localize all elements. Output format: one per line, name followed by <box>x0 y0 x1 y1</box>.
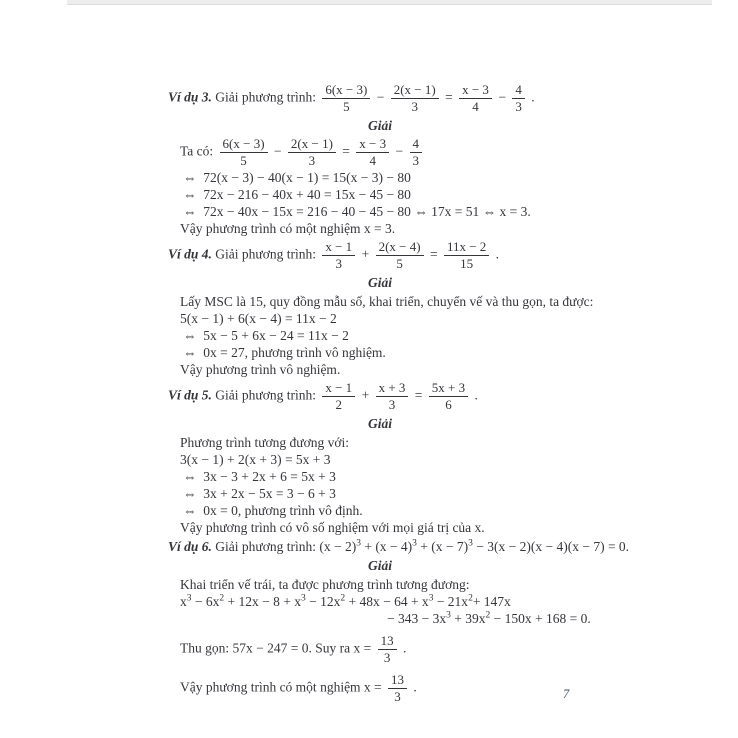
superscript: 2 <box>485 610 491 621</box>
fraction <box>220 137 268 168</box>
fraction-denominator: 3 <box>412 153 420 168</box>
fraction-denominator: 2 <box>335 397 343 412</box>
fraction-numerator: 6(x − 3) <box>220 137 268 153</box>
page-number: 7 <box>563 687 570 701</box>
text-run: − <box>270 143 285 159</box>
text-run: ⇔ 0x = 0, phương trình vô định. <box>183 503 363 518</box>
fraction-numerator: 2(x − 4) <box>376 240 424 256</box>
fraction-denominator: 3 <box>308 153 316 168</box>
equation-step <box>183 468 617 485</box>
text-run: Giải <box>367 558 392 573</box>
fraction-denominator: 3 <box>388 397 396 412</box>
fraction-denominator: 4 <box>472 99 479 114</box>
text-run: ⇔ 3x − 3 + 2x + 6 = 5x + 3 <box>183 469 336 484</box>
solution-heading <box>143 274 617 291</box>
fraction <box>429 381 468 412</box>
text-run: Giải phương trình: <box>211 387 320 403</box>
text-run: Ví dụ 5. <box>168 387 212 403</box>
text-run: = <box>441 89 457 105</box>
fraction <box>322 240 355 271</box>
text-run: Ta có: <box>180 143 217 159</box>
text-run: ⇔ 5x − 5 + 6x − 24 = 11x − 2 <box>183 328 349 343</box>
text-line <box>180 576 617 593</box>
fraction-numerator: x − 3 <box>356 137 389 153</box>
text-run: Giải <box>367 118 392 133</box>
superscript: 3 <box>412 538 417 549</box>
fraction-denominator: 5 <box>396 256 403 271</box>
example-line <box>168 239 617 272</box>
page-top-edge <box>67 0 712 5</box>
example-line <box>168 538 630 555</box>
text-line <box>180 220 617 237</box>
fraction-numerator: x + 3 <box>376 381 409 397</box>
text-run: ⇔ 0x = 27, phương trình vô nghiệm. <box>183 345 386 360</box>
text-run: 3(x − 1) + 2(x + 3) = 5x + 3 <box>180 452 331 467</box>
text-run: = <box>411 387 426 403</box>
text-line <box>180 136 617 169</box>
equation-step <box>183 485 617 502</box>
equation-step <box>183 502 617 519</box>
text-run: + 48x − 64 + x <box>345 594 429 609</box>
text-run: ⇔ 72x − 40x − 15x = 216 − 40 − 45 − 80 ⇔ 17x = 51 ⇔ x = 3. <box>183 204 531 219</box>
fraction-numerator: x − 1 <box>322 240 355 256</box>
superscript: 3 <box>468 538 473 549</box>
text-run: 5(x − 1) + 6(x − 4) = 11x − 2 <box>180 311 337 326</box>
text-run: − <box>373 89 388 105</box>
fraction-numerator: 4 <box>410 137 423 153</box>
text-line <box>180 310 617 327</box>
fraction <box>288 137 336 168</box>
example-line <box>168 380 617 413</box>
text-run: Giải phương trình: (x − 2) <box>211 539 357 554</box>
fraction-denominator: 5 <box>240 153 247 168</box>
fraction-denominator: 3 <box>515 99 522 114</box>
text-run: − <box>392 143 407 159</box>
equation-step <box>183 327 617 344</box>
text-run: = <box>338 143 354 159</box>
text-run: Vậy phương trình có vô số nghiệm với mọi giá trị của x. <box>180 520 485 535</box>
fraction-numerator: 6(x − 3) <box>322 83 370 99</box>
fraction <box>410 137 423 168</box>
fraction <box>388 673 407 704</box>
text-run: + <box>358 387 373 403</box>
superscript: 2 <box>468 593 473 604</box>
text-line <box>180 593 617 610</box>
fraction <box>322 381 355 412</box>
equation-step <box>183 169 617 186</box>
text-line <box>180 293 617 310</box>
text-run: + 39x <box>450 611 486 626</box>
fraction-denominator: 3 <box>411 99 418 114</box>
text-line <box>180 672 617 705</box>
solution-heading <box>143 415 617 432</box>
text-run: Ví dụ 6. <box>168 539 212 554</box>
text-run: Ví dụ 3. <box>168 89 212 105</box>
text-run: Giải <box>367 416 392 431</box>
text-run: . <box>399 640 407 656</box>
fraction <box>444 240 489 271</box>
text-run: + 12x − 8 + x <box>224 594 301 609</box>
fraction-numerator: 4 <box>512 83 525 99</box>
equation-step <box>183 203 617 220</box>
text-run: + <box>358 246 373 262</box>
superscript: 3 <box>356 538 361 549</box>
fraction-numerator: 2(x − 1) <box>288 137 336 153</box>
text-run: + 147x <box>472 594 511 609</box>
fraction <box>391 83 439 114</box>
document-body <box>143 80 630 705</box>
text-run: − 343 − 3x <box>387 611 447 626</box>
fraction-numerator: 5x + 3 <box>429 381 468 397</box>
text-run: − 21x <box>433 594 469 609</box>
fraction-denominator: 3 <box>335 256 343 271</box>
text-run: Giải phương trình: <box>211 89 320 105</box>
text-run: ⇔ 3x + 2x − 5x = 3 − 6 + 3 <box>183 486 336 501</box>
text-run: Thu gọn: 57x − 247 = 0. Suy ra x = <box>180 640 375 656</box>
fraction <box>376 240 424 271</box>
superscript: 2 <box>340 593 346 604</box>
text-run: − <box>494 89 510 105</box>
fraction-denominator: 3 <box>383 650 391 665</box>
text-run: x <box>180 594 187 609</box>
equation-step <box>183 186 617 203</box>
superscript: 3 <box>300 593 306 604</box>
fraction-numerator: 11x − 2 <box>444 240 489 256</box>
fraction <box>322 83 370 114</box>
text-run: Vậy phương trình có một nghiệm x = <box>180 679 386 695</box>
text-line <box>180 451 617 468</box>
text-run: + (x − 4) <box>360 539 413 554</box>
text-run: − 6x <box>191 594 220 609</box>
fraction-numerator: x − 3 <box>459 83 492 99</box>
fraction-denominator: 3 <box>394 689 401 704</box>
text-run: Vậy phương trình có một nghiệm x = 3. <box>180 221 396 236</box>
text-run: − 150x + 168 = 0. <box>490 611 591 626</box>
text-line <box>180 633 617 666</box>
fraction-numerator: 13 <box>388 673 407 689</box>
text-line <box>180 519 617 536</box>
fraction-numerator: x − 1 <box>322 381 355 397</box>
text-run: . <box>471 387 478 403</box>
superscript: 3 <box>186 593 192 604</box>
fraction-denominator: 15 <box>460 256 474 271</box>
fraction-denominator: 6 <box>445 397 452 412</box>
text-line <box>180 361 617 378</box>
fraction-numerator: 2(x − 1) <box>391 83 439 99</box>
text-run: Ví dụ 4. <box>168 246 212 262</box>
text-run: ⇔ 72x − 216 − 40x + 40 = 15x − 45 − 80 <box>183 187 411 202</box>
text-run: Lấy MSC là 15, quy đồng mẫu số, khai triển, chuyển vế và thu gọn, ta được: <box>180 294 594 309</box>
fraction <box>378 634 397 665</box>
fraction <box>459 83 492 114</box>
text-run: = <box>426 246 441 262</box>
example-line <box>168 82 617 115</box>
text-run: − 3(x − 2)(x − 4)(x − 7) = 0. <box>472 539 630 554</box>
fraction-denominator: 5 <box>343 99 350 114</box>
text-run: . <box>527 89 535 105</box>
equation-step <box>183 344 617 361</box>
solution-heading <box>143 557 617 574</box>
superscript: 3 <box>446 610 451 621</box>
text-run: Vậy phương trình vô nghiệm. <box>180 362 341 377</box>
text-run: Khai triển vế trái, ta được phương trình tương đương: <box>180 577 470 592</box>
text-run: ⇔ 72(x − 3) − 40(x − 1) = 15(x − 3) − 80 <box>183 170 411 185</box>
fraction-numerator: 13 <box>378 634 397 650</box>
text-run: . <box>410 679 417 695</box>
fraction <box>512 83 525 114</box>
superscript: 2 <box>219 593 225 604</box>
solution-heading <box>143 117 617 134</box>
text-run: + (x − 7) <box>416 539 469 554</box>
fraction <box>376 381 409 412</box>
fraction-denominator: 4 <box>369 153 376 168</box>
text-run: . <box>492 246 500 262</box>
fraction <box>356 137 389 168</box>
text-run: Giải phương trình: <box>211 246 320 262</box>
superscript: 3 <box>428 593 434 604</box>
text-line <box>180 434 617 451</box>
equation-continuation <box>387 610 617 627</box>
text-run: Phương trình tương đương với: <box>180 435 350 450</box>
text-run: Giải <box>367 275 392 290</box>
text-run: − 12x <box>305 594 341 609</box>
